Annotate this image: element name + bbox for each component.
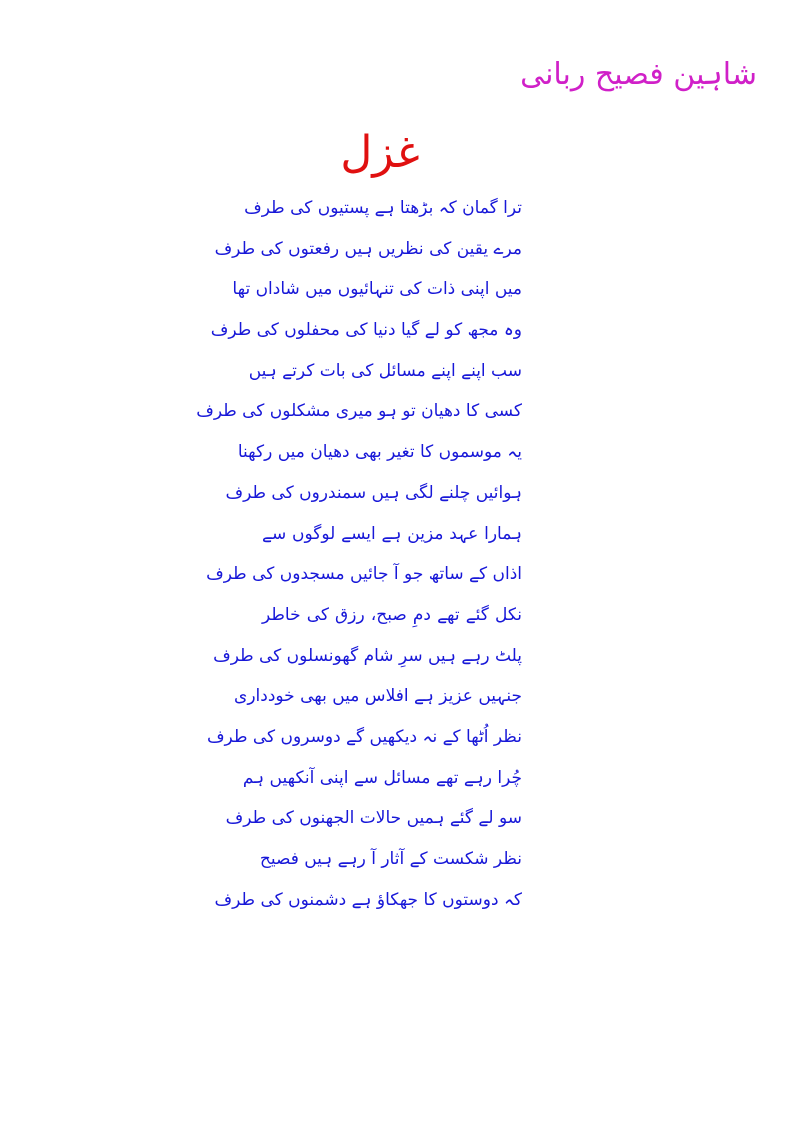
poem-line: سب اپنے اپنے مسائل کی بات کرتے ہیں: [248, 360, 522, 381]
poem-line: وہ مجھ کو لے گیا دنیا کی محفلوں کی طرف: [210, 320, 522, 341]
poem-line: ترا گمان کہ بڑھتا ہے پستیوں کی طرف: [244, 198, 522, 218]
poem-line: نکل گئے تھے دمِ صبح، رزق کی خاطر: [262, 604, 522, 625]
poem-line: یہ موسموں کا تغیر بھی دھیان میں رکھنا: [237, 442, 522, 463]
poem-line: کسی کا دھیان تو ہو میری مشکلوں کی طرف: [196, 401, 522, 422]
poem-line: نظر اُٹھا کے نہ دیکھیں گے دوسروں کی طرف: [206, 726, 522, 747]
poem-line: جنہیں عزیز ہے افلاس میں بھی خودداری: [234, 686, 522, 707]
poem-line: کہ دوستوں کا جھکاؤ ہے دشمنوں کی طرف: [214, 889, 522, 910]
author-name: شاہین فصیح ربانی: [520, 57, 757, 92]
ghazal-title: غزل: [340, 127, 420, 178]
poem-line: سو لے گئے ہمیں حالات الجھنوں کی طرف: [225, 808, 522, 829]
poem-line: چُرا رہے تھے مسائل سے اپنی آنکھیں ہم: [242, 767, 522, 788]
poem-line: نظر شکست کے آثار آ رہے ہیں فصیح: [259, 849, 522, 869]
poem-line: اذاں کے ساتھ جو آ جائیں مسجدوں کی طرف: [206, 564, 522, 585]
poem-verses: [196, 188, 522, 920]
poem-line: ہوائیں چلنے لگی ہیں سمندروں کی طرف: [225, 482, 522, 503]
poem-line: پلٹ رہے ہیں سرِ شام گھونسلوں کی طرف: [213, 645, 522, 666]
poem-line: ہمارا عہد مزین ہے ایسے لوگوں سے: [262, 523, 522, 544]
poem-line: مرے یقین کی نظریں ہیں رفعتوں کی طرف: [214, 238, 522, 259]
poem-line: میں اپنی ذات کی تنہائیوں میں شاداں تھا: [232, 279, 522, 300]
